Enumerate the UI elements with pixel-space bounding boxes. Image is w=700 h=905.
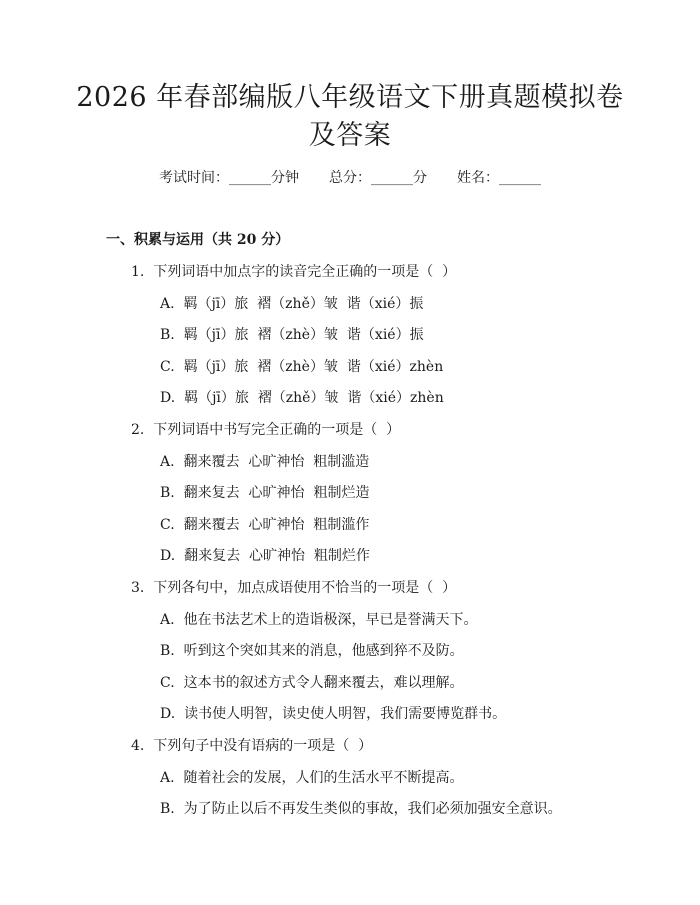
score-unit: 分 xyxy=(413,170,427,186)
option-d: D. 读书使人明智，读史使人明智，我们需要博览群书。 xyxy=(160,706,507,722)
option-a: A. 翻来覆去 心旷神怡 粗制滥造 xyxy=(160,454,370,470)
option-a: A. 他在书法艺术上的造诣极深，早已是誉满天下。 xyxy=(160,612,478,628)
score-label: 总分： xyxy=(329,170,371,186)
exam-title-line2: 及答案 xyxy=(308,120,392,151)
option-c: C. 这本书的叙述方式令人翻来覆去，难以理解。 xyxy=(160,675,464,691)
time-unit: 分钟 xyxy=(271,170,299,186)
question-stem: 1. 下列词语中加点字的读音完全正确的一项是（ ） xyxy=(131,264,457,280)
section-heading: 一、积累与运用（共 20 分） xyxy=(106,232,290,248)
time-blank: ______ xyxy=(229,170,271,186)
question-stem: 3. 下列各句中，加点成语使用不恰当的一项是（ ） xyxy=(131,580,457,596)
option-d: D. 翻来复去 心旷神怡 粗制烂作 xyxy=(160,548,370,564)
option-b: B. 为了防止以后不再发生类似的事故，我们必须加强安全意识。 xyxy=(160,801,562,817)
name-blank: ______ xyxy=(499,170,541,186)
option-b: B. 羁（jī）旅 褶（zhè）皱 谐（xié）振 xyxy=(160,327,424,343)
exam-title: 2026 年春部编版八年级语文下册真题模拟卷 xyxy=(76,82,624,113)
time-label: 考试时间： xyxy=(159,170,229,186)
option-c: C. 翻来覆去 心旷神怡 粗制滥作 xyxy=(160,517,370,533)
option-b: B. 听到这个突如其来的消息，他感到猝不及防。 xyxy=(160,643,464,659)
score-blank: ______ xyxy=(371,170,413,186)
option-a: A. 羁（jī）旅 褶（zhě）皱 谐（xié）振 xyxy=(160,296,424,312)
question-stem: 2. 下列词语中书写完全正确的一项是（ ） xyxy=(131,422,401,438)
option-a: A. 随着社会的发展，人们的生活水平不断提高。 xyxy=(160,770,464,786)
name-label: 姓名： xyxy=(457,170,499,186)
question-stem: 4. 下列句子中没有语病的一项是（ ） xyxy=(131,738,373,754)
exam-info-row xyxy=(0,168,700,188)
option-b: B. 翻来复去 心旷神怡 粗制烂造 xyxy=(160,485,370,501)
option-d: D. 羁（jī）旅 褶（zhě）皱 谐（xié）zhèn xyxy=(160,390,444,406)
option-c: C. 羁（jī）旅 褶（zhè）皱 谐（xié）zhèn xyxy=(160,359,444,375)
